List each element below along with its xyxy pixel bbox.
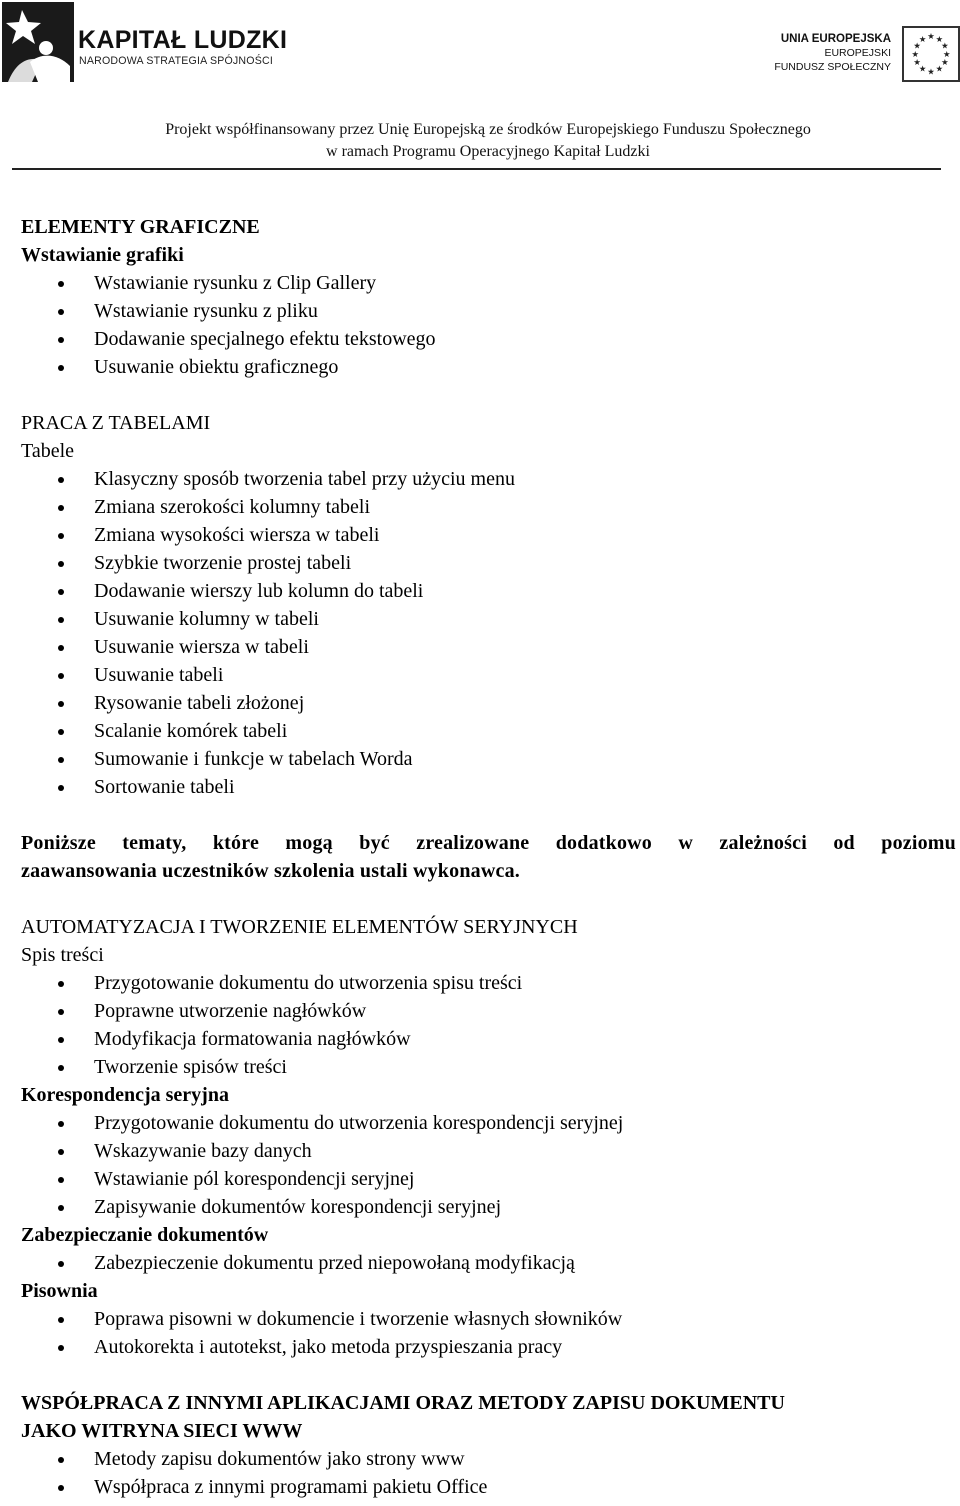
bullet-icon: [58, 309, 64, 315]
svg-text:★: ★: [918, 33, 927, 44]
note-line2: zaawansowania uczestników szkolenia ustali wykonawca.: [21, 860, 520, 882]
header-divider: [12, 168, 941, 170]
eu-flag-icon: [902, 26, 960, 82]
list-item: Modyfikacja formatowania nagłówków: [21, 1025, 956, 1053]
eu-logo-line3: FUNDUSZ SPOŁECZNY: [774, 61, 891, 73]
project-funding-line1: Projekt współfinansowany przez Unię Europejską ze środków Europejskiego Funduszu Społecznego: [165, 121, 811, 138]
subheading-mail-merge: Korespondencja seryjna: [21, 1084, 229, 1106]
kapital-ludzki-title: KAPITAŁ LUDZKI: [78, 26, 288, 54]
svg-text:★: ★: [941, 57, 949, 68]
bullet-icon: [58, 281, 64, 287]
list-item: Usuwanie kolumny w tabeli: [21, 605, 956, 633]
list-item: Wstawianie rysunku z Clip Gallery: [21, 269, 956, 297]
bullet-icon: [58, 1457, 64, 1463]
subheading-spelling: Pisownia: [21, 1280, 98, 1302]
bullet-icon: [58, 729, 64, 735]
list-item: Dodawanie specjalnego efektu tekstowego: [21, 325, 956, 353]
list-item: Szybkie tworzenie prostej tabeli: [21, 549, 956, 577]
bullet-icon: [58, 1345, 64, 1351]
eu-logo-line2: EUROPEJSKI: [824, 47, 891, 59]
svg-text:★: ★: [911, 48, 919, 59]
bullet-icon: [58, 589, 64, 595]
bullet-icon: [58, 1009, 64, 1015]
bullet-icon: [58, 757, 64, 763]
list-item: Scalanie komórek tabeli: [21, 717, 956, 745]
section-heading-tables: PRACA Z TABELAMI: [21, 412, 211, 434]
bullet-icon: [58, 785, 64, 791]
subheading-toc: Spis treści: [21, 944, 104, 966]
list-item: Współpraca z innymi programami pakietu Office: [21, 1473, 956, 1501]
list-item: Zabezpieczenie dokumentu przed niepowołaną modyfikacją: [21, 1249, 956, 1277]
eu-logo-text: [774, 32, 891, 74]
svg-text:★: ★: [935, 33, 944, 44]
section-heading-web-line2: JAKO WITRYNA SIECI WWW: [21, 1420, 303, 1442]
bullet-icon: [58, 1037, 64, 1043]
bullet-icon: [58, 337, 64, 343]
section-heading-automation: AUTOMATYZACJA I TWORZENIE ELEMENTÓW SERYJNYCH: [21, 916, 578, 938]
list-mail-merge: [21, 1109, 956, 1221]
document-body: [21, 213, 956, 1501]
list-item: Zmiana szerokości kolumny tabeli: [21, 493, 956, 521]
list-item: Wstawianie rysunku z pliku: [21, 297, 956, 325]
bullet-icon: [58, 1485, 64, 1491]
list-item: Wstawianie pól korespondencji seryjnej: [21, 1165, 956, 1193]
project-funding-line2: w ramach Programu Operacyjnego Kapitał Ludzki: [326, 143, 650, 160]
svg-text:★: ★: [927, 66, 935, 77]
svg-text:★: ★: [918, 63, 927, 74]
list-item: Zapisywanie dokumentów korespondencji seryjnej: [21, 1193, 956, 1221]
list-item: Metody zapisu dokumentów jako strony www: [21, 1445, 956, 1473]
section-heading-graphics: ELEMENTY GRAFICZNE: [21, 216, 260, 238]
bullet-icon: [58, 645, 64, 651]
list-tables: [21, 465, 956, 801]
list-item: Wskazywanie bazy danych: [21, 1137, 956, 1165]
list-web: [21, 1445, 956, 1501]
bullet-icon: [58, 477, 64, 483]
kapital-ludzki-emblem-icon: [2, 2, 74, 82]
list-toc: [21, 969, 956, 1081]
bullet-icon: [58, 673, 64, 679]
svg-text:★: ★: [913, 40, 921, 51]
bullet-icon: [58, 701, 64, 707]
bullet-icon: [58, 981, 64, 987]
bullet-icon: [58, 1177, 64, 1183]
list-item: Sortowanie tabeli: [21, 773, 956, 801]
bullet-icon: [58, 533, 64, 539]
list-item: Usuwanie obiektu graficznego: [21, 353, 956, 381]
svg-text:★: ★: [943, 48, 951, 59]
list-item: Autokorekta i autotekst, jako metoda przyspieszania pracy: [21, 1333, 956, 1361]
list-spelling: [21, 1305, 956, 1361]
bullet-icon: [58, 1121, 64, 1127]
bullet-icon: [58, 1205, 64, 1211]
list-item: Przygotowanie dokumentu do utworzenia korespondencji seryjnej: [21, 1109, 956, 1137]
subheading-protection: Zabezpieczanie dokumentów: [21, 1224, 269, 1246]
list-item: Dodawanie wierszy lub kolumn do tabeli: [21, 577, 956, 605]
list-item: Tworzenie spisów treści: [21, 1053, 956, 1081]
list-item: Poprawne utworzenie nagłówków: [21, 997, 956, 1025]
eu-logo: [760, 26, 960, 82]
bullet-icon: [58, 561, 64, 567]
eu-logo-line1: UNIA EUROPEJSKA: [780, 33, 891, 45]
subheading-insert-graphics: Wstawianie grafiki: [21, 244, 184, 266]
list-item: Zmiana wysokości wiersza w tabeli: [21, 521, 956, 549]
bullet-icon: [58, 1149, 64, 1155]
svg-text:★: ★: [941, 40, 949, 51]
svg-text:★: ★: [927, 31, 935, 42]
note-line1: Poniższe tematy, które mogą być zrealizowane dodatkowo w zależności od poziomu: [21, 832, 956, 854]
list-item: Sumowanie i funkcje w tabelach Worda: [21, 745, 956, 773]
subheading-tables: Tabele: [21, 440, 75, 462]
list-item: Usuwanie wiersza w tabeli: [21, 633, 956, 661]
bullet-icon: [58, 365, 64, 371]
page-header: [0, 0, 960, 172]
bullet-icon: [58, 1261, 64, 1267]
kapital-ludzki-subtitle: NARODOWA STRATEGIA SPÓJNOŚCI: [79, 55, 273, 67]
list-graphics: [21, 269, 956, 381]
list-item: Przygotowanie dokumentu do utworzenia spisu treści: [21, 969, 956, 997]
list-item: Usuwanie tabeli: [21, 661, 956, 689]
bullet-icon: [58, 1317, 64, 1323]
section-heading-web-line1: WSPÓŁPRACA Z INNYMI APLIKACJAMI ORAZ METODY ZAPISU DOKUMENTU: [21, 1392, 785, 1414]
kapital-ludzki-logo: [0, 0, 288, 86]
bullet-icon: [58, 1065, 64, 1071]
svg-text:★: ★: [913, 57, 921, 68]
list-item: Klasyczny sposób tworzenia tabel przy użyciu menu: [21, 465, 956, 493]
bullet-icon: [58, 617, 64, 623]
svg-text:★: ★: [935, 63, 944, 74]
list-item: Poprawa pisowni w dokumencie i tworzenie własnych słowników: [21, 1305, 956, 1333]
bullet-icon: [58, 505, 64, 511]
list-item: Rysowanie tabeli złożonej: [21, 689, 956, 717]
list-protection: [21, 1249, 956, 1277]
optional-topics-note: [21, 829, 956, 885]
